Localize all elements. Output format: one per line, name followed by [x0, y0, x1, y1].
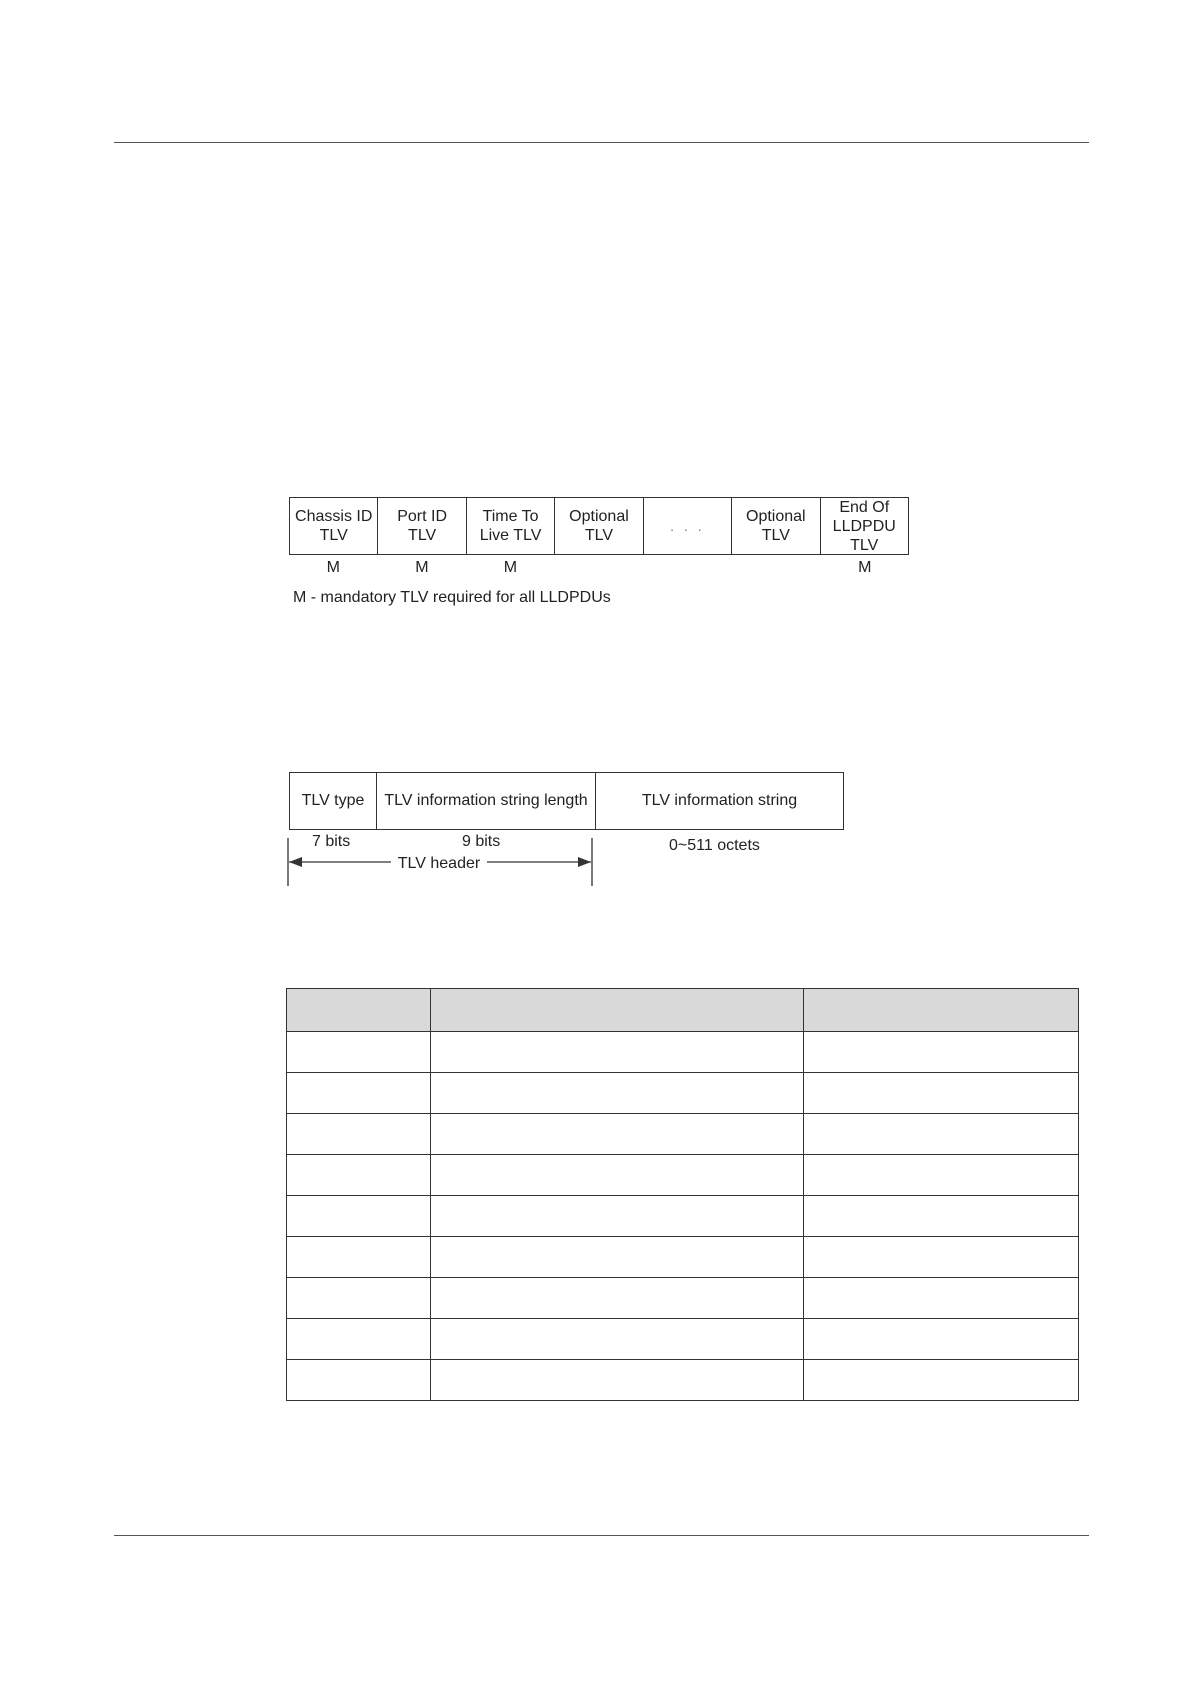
table-cell	[287, 1073, 431, 1114]
table-cell	[287, 1196, 431, 1237]
table-cell	[804, 1237, 1079, 1278]
tlv-header-label: TLV header	[397, 855, 481, 872]
table-row	[287, 1114, 1079, 1155]
table-row	[287, 1360, 1079, 1401]
mandatory-mark: M	[415, 559, 429, 576]
table-cell	[804, 1073, 1079, 1114]
mandatory-mark: M	[858, 559, 872, 576]
mandatory-mark	[732, 559, 821, 578]
table-row	[287, 1155, 1079, 1196]
table-cell	[287, 1278, 431, 1319]
tlv-field-type: TLV type	[290, 773, 377, 829]
table-header-cell	[804, 989, 1079, 1032]
table-cell	[804, 1360, 1079, 1401]
table-cell	[287, 1155, 431, 1196]
table-cell	[287, 1360, 431, 1401]
lldpdu-cell-optional-1: Optional TLV	[555, 498, 643, 554]
table-cell	[431, 1155, 804, 1196]
footer-rule	[114, 1535, 1089, 1536]
table-row	[287, 1319, 1079, 1360]
mandatory-mark	[555, 559, 644, 578]
table-cell	[804, 1114, 1079, 1155]
table-cell	[431, 1196, 804, 1237]
table-row	[287, 1278, 1079, 1319]
tlv-field-length: TLV information string length	[377, 773, 596, 829]
header-rule	[114, 142, 1089, 143]
tlv-table	[286, 988, 1079, 1401]
table-cell	[431, 1073, 804, 1114]
table-cell	[287, 1114, 431, 1155]
lldpdu-cell-ttl: Time To Live TLV	[467, 498, 555, 554]
tlv-diagram	[289, 772, 844, 830]
table-header-cell	[431, 989, 804, 1032]
mandatory-mark	[643, 559, 732, 578]
lldpdu-cell-chassis-id: Chassis ID TLV	[290, 498, 378, 554]
table-cell	[287, 1319, 431, 1360]
table-cell	[804, 1278, 1079, 1319]
table-cell	[804, 1032, 1079, 1073]
lldpdu-cell-end: End Of LLDPDU TLV	[832, 498, 896, 554]
table-header-cell	[287, 989, 431, 1032]
lldpdu-diagram	[289, 497, 909, 555]
table-cell	[287, 1032, 431, 1073]
table-cell	[431, 1360, 804, 1401]
table-row	[287, 1073, 1079, 1114]
table-row	[287, 1237, 1079, 1278]
lldpdu-cell-ellipsis: . . .	[644, 498, 732, 554]
mandatory-mark: M	[503, 559, 518, 576]
table-cell	[431, 1319, 804, 1360]
lldpdu-cell-port-id: Port ID TLV	[378, 498, 466, 554]
table-cell	[431, 1114, 804, 1155]
table-cell	[431, 1032, 804, 1073]
tlv-type-bits: 7 bits	[312, 833, 351, 850]
table-cell	[431, 1278, 804, 1319]
lldpdu-legend: M - mandatory TLV required for all LLDPDUs	[293, 589, 611, 606]
table-cell	[287, 1237, 431, 1278]
lldpdu-cell-optional-2: Optional TLV	[732, 498, 820, 554]
tlv-string-octets: 0~511 octets	[669, 837, 760, 854]
mandatory-mark: M	[326, 559, 340, 576]
table-cell	[804, 1319, 1079, 1360]
tlv-length-bits: 9 bits	[462, 833, 501, 850]
mandatory-marks-row	[289, 559, 909, 578]
tlv-field-string: TLV information string	[641, 792, 798, 809]
table-cell	[804, 1196, 1079, 1237]
table-row	[287, 1032, 1079, 1073]
table-header-row	[287, 989, 1079, 1032]
table-cell	[804, 1155, 1079, 1196]
table-row	[287, 1196, 1079, 1237]
table-cell	[431, 1237, 804, 1278]
tlv-header-arrow	[287, 838, 597, 886]
